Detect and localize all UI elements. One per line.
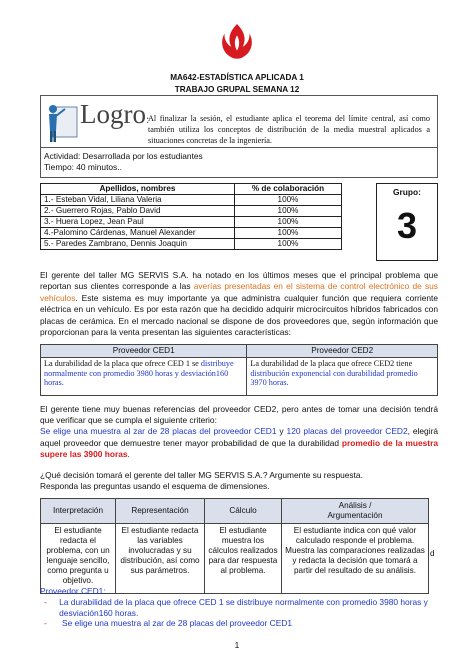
column-header-interpretacion: Interpretación	[41, 499, 116, 524]
table-row	[41, 239, 342, 250]
members-table	[40, 183, 342, 250]
activity-line: Actividad: Desarrollada por los estudiantes	[44, 151, 203, 161]
column-header-calculo: Cálculo	[205, 499, 282, 524]
member-pct: 100%	[235, 195, 342, 206]
rubric-table	[40, 498, 429, 594]
column-header-name: Apellidos, nombres	[41, 184, 235, 195]
rubric-cell: El estudiante redacta las variables involucradas y su distribución, así como sus parámetros.	[116, 524, 205, 594]
group-label: Grupo:	[393, 187, 421, 197]
member-name: 5.- Paredes Zambrano, Dennis Joaquin	[41, 239, 235, 250]
problem-paragraph: El gerente del taller MG SERVIS S.A. ha notado en los últimos meses que el principal problema que reportan sus clientes corresponde a las averías presentadas en el sistema de control electrónico de sus vehículos. Este sistema es muy importante ya que administra cualquier función que requiera corriente eléctrica en un vehículo. Es por esta razón que ha decidido adquirir microcircuitos híbridos fabricados con placas de cerámica. En el mercado nacional se dispone de dos proveedores que, según información que proporcionan para la venta presentan las siguientes características:	[40, 270, 438, 338]
table-row	[41, 358, 438, 396]
column-header-representacion: Representación	[116, 499, 205, 524]
table-row	[41, 206, 342, 217]
rubric-cell: El estudiante muestra los cálculos realizados para dar respuesta al problema.	[205, 524, 282, 594]
table-row	[41, 524, 429, 594]
member-name: 3.- Huera Lopez, Jean Paul	[41, 217, 235, 228]
instruction-text: Responda las preguntas usando el esquema de dimensiones.	[40, 481, 270, 491]
logro-description: Al finalizar la sesión, el estudiante aplica el teorema del límite central, así como también utiliza los conceptos de distribución de la media muestral aplicados a situaciones concretas de la ingeniería.	[148, 114, 430, 145]
member-name: 1.- Esteban Vidal, Liliana Valeria	[41, 195, 235, 206]
column-header-pct: % de colaboración	[235, 184, 342, 195]
ced2-description: La durabilidad de la placa que ofrece CED2 tiene distribución exponencial con durabilidad promedio 3970 horas.	[247, 358, 438, 396]
column-header-ced2: Proveedor CED2	[247, 345, 438, 358]
member-pct: 100%	[235, 217, 342, 228]
column-header-analisis: Análisis / Argumentación	[282, 499, 429, 524]
table-row	[41, 195, 342, 206]
logro-heading: Logro:	[80, 99, 150, 129]
providers-table	[40, 344, 438, 396]
rubric-cell: El estudiante redacta el problema, con un lenguaje sencillo, como pregunta u objetivo.	[41, 524, 116, 594]
table-row	[41, 217, 342, 228]
list-item: - La durabilidad de la placa que ofrece CED 1 se distribuye normalmente con promedio 3980 horas y desviación160 horas.	[44, 597, 428, 618]
course-title: MA642-ESTADÍSTICA APLICADA 1	[170, 73, 304, 82]
highlighted-text: averías presentadas en el sistema de control electrónico de sus vehículos	[40, 281, 438, 303]
member-name: 2.- Guerrero Rojas, Pablo David	[41, 206, 235, 217]
answer-list	[40, 597, 438, 629]
criterion-paragraph: El gerente tiene muy buenas referencias del proveedor CED2, pero antes de tomar una decisión tendrá que verificar que se cumpla el siguiente criterio: Se elige una muestra al zar de 28 placas del proveedor CED1 y 120 placas del proveedor CED2, elegirá aquel proveedor que demuestre tener mayor probabilidad de que la durabilidad promedio de la muestra supere las 3900 horas.	[40, 404, 439, 459]
time-line: Tiempo: 40 minutos..	[44, 162, 122, 172]
question-text: ¿Qué decisión tomará el gerente del taller MG SERVIS S.A.? Argumente su respuesta.	[40, 470, 363, 480]
university-logo-icon	[218, 22, 256, 62]
list-item: - Se elige una muestra al zar de 28 placas del proveedor CED1	[44, 618, 292, 628]
page-number: 1	[234, 640, 240, 650]
clipped-text-fragment: d	[430, 549, 435, 558]
assignment-title: TRABAJO GRUPAL SEMANA 12	[174, 85, 300, 94]
member-pct: 100%	[235, 228, 342, 239]
member-pct: 100%	[235, 206, 342, 217]
person-at-whiteboard-icon	[45, 97, 79, 145]
member-pct: 100%	[235, 239, 342, 250]
ced1-description: La durabilidad de la placa que ofrece CED 1 se distribuye normalmente con promedio 3980 horas y desviación160 horas.	[41, 358, 247, 396]
column-header-ced1: Proveedor CED1	[41, 345, 247, 358]
table-row	[41, 228, 342, 239]
answer-heading: Proveedor CED1:	[40, 586, 106, 596]
member-name: 4.-Palomino Cárdenas, Manuel Alexander	[41, 228, 235, 239]
rubric-cell: El estudiante indica con qué valor calculado responde el problema. Muestra las comparaciones realizadas y redacta la decisión que tomará a partir del resultado de su análisis.	[282, 524, 429, 594]
group-number: 3	[396, 205, 418, 246]
